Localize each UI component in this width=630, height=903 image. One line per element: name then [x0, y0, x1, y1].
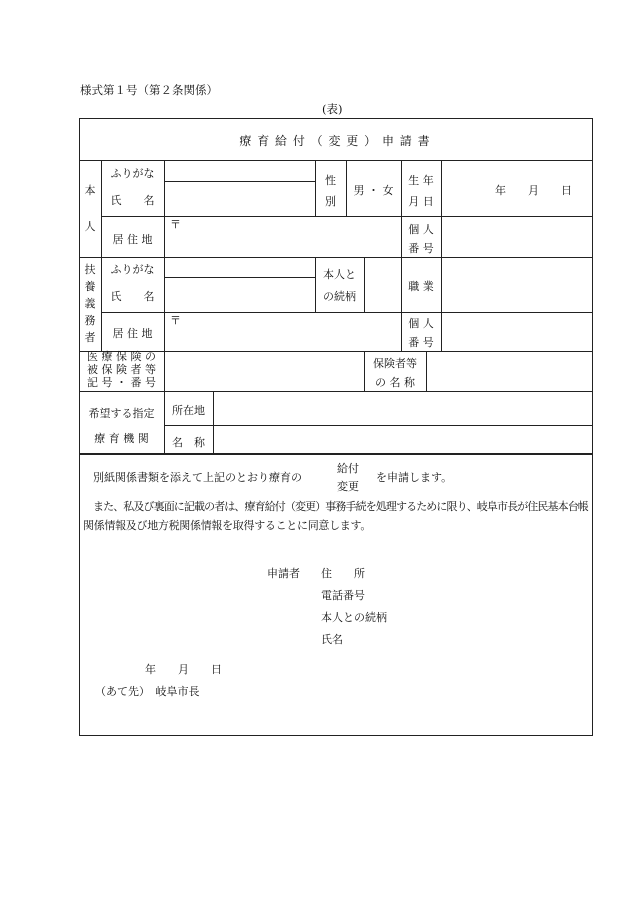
guardian-postal-mark: 〒: [170, 314, 181, 327]
guardian-furigana-field[interactable]: [165, 258, 314, 276]
row-divider: [79, 160, 592, 161]
sex-options[interactable]: 男 ・ 女: [353, 184, 394, 197]
institution-name-label: 名 称: [172, 436, 205, 449]
guardian-group-label-5: 者: [84, 331, 96, 344]
declaration-line3: 関係情報及び地方税関係情報を取得することに同意します。: [83, 519, 372, 532]
signer-address-label: 住 所: [321, 567, 365, 580]
birth-label-1: 生 年: [408, 174, 434, 187]
signer-address-field[interactable]: [380, 562, 580, 580]
applicant-id-label-2: 番 号: [408, 242, 434, 255]
side-label: (表): [322, 102, 343, 116]
declaration-line1-post: を申請します。: [376, 471, 453, 484]
institution-name-field[interactable]: [214, 426, 591, 453]
applicant-id-label-1: 個 人: [408, 223, 434, 236]
institution-label-2: 療 育 機 関: [94, 432, 149, 445]
guardian-group-label-4: 務: [84, 314, 96, 327]
declaration-option-change[interactable]: 変更: [337, 480, 359, 493]
guardian-job-field[interactable]: [442, 258, 591, 311]
signer-name-label: 氏名: [321, 633, 343, 646]
application-date[interactable]: 年 月 日: [145, 663, 222, 676]
applicant-furigana-field[interactable]: [165, 161, 314, 180]
form-title: 療 育 給 付 （ 変 更 ） 申 請 書: [239, 134, 431, 148]
institution-label-1: 希望する指定: [88, 407, 155, 420]
insurance-label-3: 記 号 ・ 番 号: [87, 376, 156, 389]
declaration-line1-pre: 別紙関係書類を添えて上記のとおり療育の: [93, 471, 302, 484]
guardian-id-label-2: 番 号: [408, 336, 434, 349]
insurance-label-1: 医 療 保 険 の: [87, 350, 156, 363]
sex-label-2: 別: [325, 195, 336, 208]
institution-location-field[interactable]: [214, 392, 591, 424]
guardian-group-label-2: 養: [84, 280, 96, 293]
insurer-name-field[interactable]: [427, 352, 591, 390]
guardian-furigana-label: ふりがな: [110, 263, 155, 276]
relation-label-1: 本人と: [323, 268, 356, 281]
applicant-postal-mark: 〒: [170, 218, 181, 231]
birth-date-field[interactable]: 年 月 日: [495, 184, 572, 197]
guardian-group-label-1: 扶: [84, 263, 96, 276]
insurance-label-2: 被 保 険 者 等: [87, 363, 156, 376]
signer-phone-field[interactable]: [380, 584, 580, 602]
guardian-address-field[interactable]: [165, 313, 400, 350]
addressee: （あて先） 岐阜市長: [95, 685, 200, 698]
guardian-id-label-1: 個 人: [408, 317, 434, 330]
guardian-name-field[interactable]: [165, 278, 314, 311]
sex-label-1: 性: [325, 174, 336, 187]
birth-label-2: 月 日: [408, 195, 434, 208]
signer-label: 申請者: [267, 567, 300, 580]
insurer-label-1: 保険者等: [373, 357, 417, 370]
signer-relation-label: 本人との続柄: [321, 611, 387, 624]
applicant-name-label: 氏 名: [110, 194, 155, 207]
declaration-line2: また、私及び裏面に記載の者は、療育給付（変更）事務手続を処理するために限り、岐阜市長が住民基本台帳: [93, 500, 588, 513]
applicant-address-field[interactable]: [165, 217, 400, 256]
form-id: 様式第１号（第２条関係）: [80, 83, 218, 97]
insurance-number-field[interactable]: [165, 352, 363, 390]
applicant-group-label-1: 本: [84, 184, 96, 197]
guardian-id-field[interactable]: [442, 313, 591, 350]
applicant-id-field[interactable]: [442, 217, 591, 256]
signer-phone-label: 電話番号: [321, 589, 365, 602]
guardian-address-label: 居 住 地: [112, 327, 153, 340]
job-label: 職 業: [408, 280, 434, 293]
applicant-name-field[interactable]: [165, 182, 314, 215]
guardian-relation-field[interactable]: [365, 258, 400, 311]
signer-relation-field[interactable]: [400, 606, 580, 624]
relation-label-2: の続柄: [323, 290, 356, 303]
applicant-group-label-2: 人: [84, 220, 96, 233]
guardian-name-label: 氏 名: [110, 290, 155, 303]
signer-name-field[interactable]: [350, 628, 580, 646]
institution-location-label: 所在地: [172, 404, 205, 417]
applicant-address-label: 居 住 地: [112, 233, 153, 246]
insurer-label-2: の 名 称: [375, 376, 415, 389]
applicant-furigana-label: ふりがな: [110, 167, 155, 180]
guardian-group-label-3: 義: [84, 297, 96, 310]
declaration-option-grant[interactable]: 給付: [337, 462, 359, 475]
